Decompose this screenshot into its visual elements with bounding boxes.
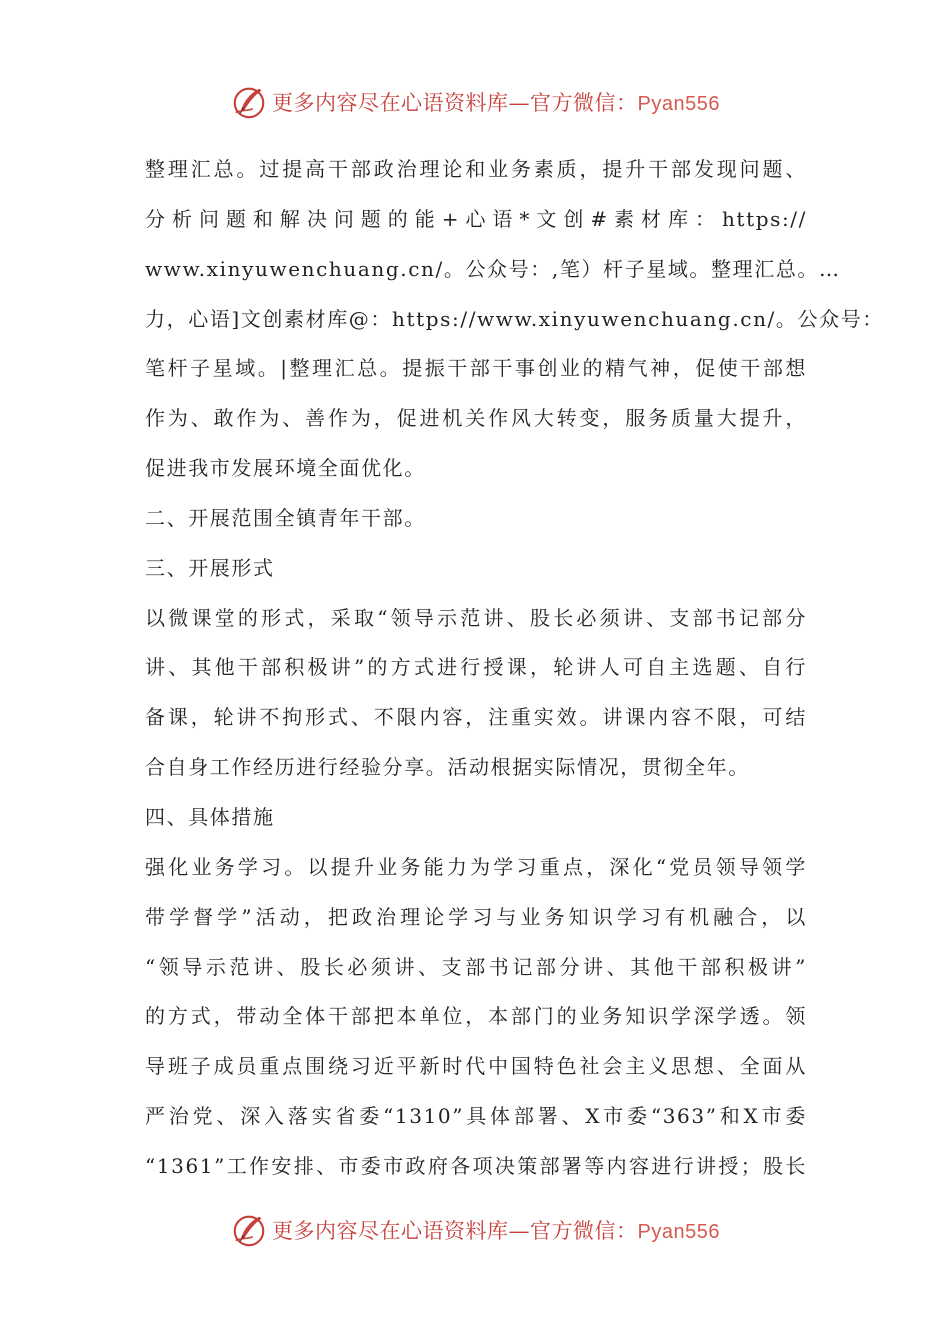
quill-pen-logo-icon: [230, 1211, 268, 1249]
body-line: 合自身工作经历进行经验分享。活动根据实际情况，贯彻全年。: [145, 755, 750, 780]
section-heading: 四、具体措施: [145, 804, 275, 829]
section-heading: 三、开展形式: [145, 555, 275, 580]
body-line: 以微课堂的形式，采取“领导示范讲、股长必须讲、支部书记部分: [145, 605, 807, 630]
body-line: 笔杆子星域。|整理汇总。提振干部干事创业的精气神，促使干部想: [145, 356, 807, 381]
body-line: 强化业务学习。以提升业务能力为学习重点，深化“党员领导领学: [145, 854, 807, 879]
footer-wechat-id: Pyan556: [637, 1221, 720, 1243]
body-line: 分析问题和解决问题的能+心语*文创#素材库：https://: [145, 206, 807, 231]
body-line: 讲、其他干部积极讲”的方式进行授课，轮讲人可自主选题、自行: [145, 655, 807, 680]
footer-banner-title: 更多内容尽在心语资料库—官方微信：: [272, 1219, 638, 1243]
body-line: “领导示范讲、股长必须讲、支部书记部分讲、其他干部积极讲”: [145, 954, 807, 979]
quill-pen-logo-icon: [230, 83, 268, 121]
header-wechat-id: Pyan556: [637, 93, 720, 115]
body-line: 作为、敢作为、善作为，促进机关作风大转变，服务质量大提升，: [145, 406, 807, 431]
body-line: 力，心语]文创素材库@：https://www.xinyuwenchuang.cn/。公众号：: [145, 306, 884, 331]
body-line: 的方式，带动全体干部把本单位，本部门的业务知识学深学透。领: [145, 1004, 807, 1029]
body-line: 促进我市发展环境全面优化。: [145, 456, 426, 481]
body-line: 导班子成员重点围绕习近平新时代中国特色社会主义思想、全面从: [145, 1054, 807, 1079]
body-line: “1361”工作安排、市委市政府各项决策部署等内容进行讲授；股长: [145, 1153, 807, 1178]
document-body: [145, 145, 884, 1192]
section-heading: 二、开展范围全镇青年干部。: [145, 505, 426, 530]
header-banner: [0, 80, 950, 124]
footer-banner-text: [272, 1215, 720, 1245]
body-line: 严治党、深入落实省委“1310”具体部署、X市委“363”和X市委: [145, 1104, 807, 1129]
body-line: 备课，轮讲不拘形式、不限内容，注重实效。讲课内容不限，可结: [145, 705, 807, 730]
body-line: www.xinyuwenchuang.cn/。公众号：,笔）杆子星域。整理汇总。…: [145, 256, 841, 281]
header-banner-title: 更多内容尽在心语资料库—官方微信：: [272, 91, 638, 115]
body-line: 带学督学”活动，把政治理论学习与业务知识学习有机融合，以: [145, 904, 807, 929]
header-banner-text: [272, 87, 720, 117]
footer-banner: [0, 1208, 950, 1252]
body-line: 整理汇总。过提高干部政治理论和业务素质，提升干部发现问题、: [145, 157, 807, 181]
